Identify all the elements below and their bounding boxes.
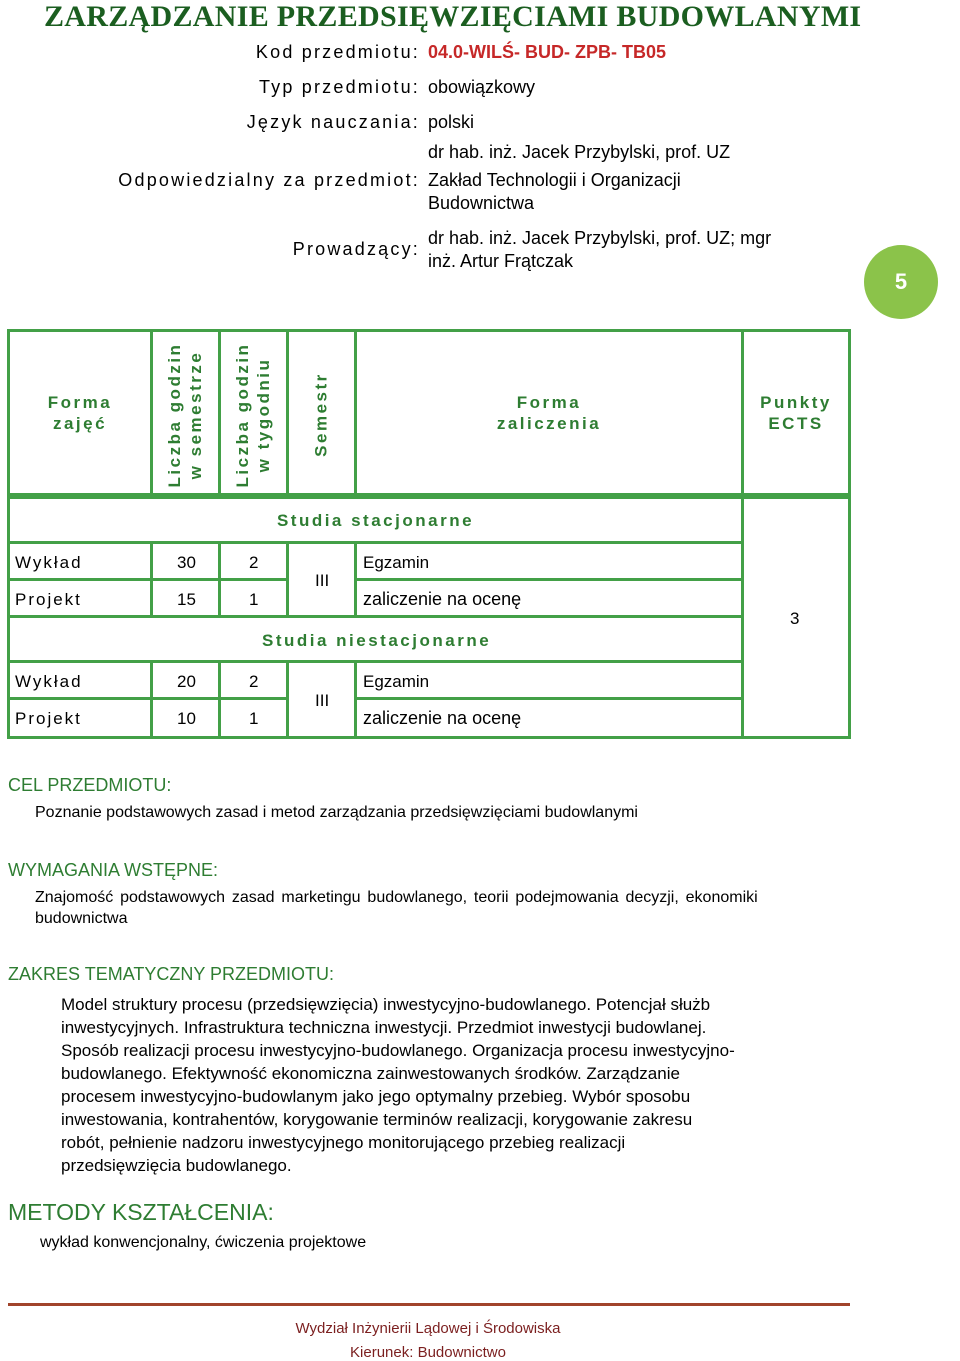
stac-row2-zal-text: zaliczenie na ocenę — [363, 589, 522, 609]
niestac-row2-forma-text: Projekt — [15, 709, 82, 728]
wymagania-text-line2: budownictwa — [35, 910, 128, 927]
niestac-row1-zal-text: Egzamin — [363, 672, 430, 691]
niestac-row1-forma-text: Wykład — [15, 672, 83, 691]
stac-row1-tyg — [218, 541, 289, 581]
responsible-value-line1: dr hab. inż. Jacek Przybylski, prof. UZ — [428, 142, 731, 162]
course-code-label: Kod przedmiotu: — [255, 42, 420, 62]
wymagania-text-line1: Znajomość podstawowych zasad marketingu budowlanego, teorii podejmowania decyzji, ekonomiki — [35, 889, 758, 906]
stac-row1-tyg-text: 2 — [249, 553, 259, 572]
header-forma-zaliczenia — [354, 329, 744, 496]
niestac-row1-tyg-text: 2 — [249, 672, 259, 691]
header-forma-zajec — [7, 329, 153, 496]
niestac-row2-sem-text: 10 — [177, 709, 196, 728]
niestac-row2-forma — [7, 697, 153, 739]
header-liczba-tydzien — [218, 329, 289, 496]
lecturer-label: Prowadzący: — [292, 239, 420, 259]
course-type-value: obowiązkowy — [428, 77, 536, 97]
zakres-line: Sposób realizacji procesu inwestycyjno-budowlanego. Organizacja procesu inwestycyjno- — [61, 1041, 735, 1060]
metody-heading: METODY KSZTAŁCENIA: — [8, 1199, 274, 1225]
niestac-row2-tyg — [218, 697, 289, 739]
stac-row2-sem-text: 15 — [177, 590, 196, 609]
header-ects — [741, 329, 851, 496]
niestac-semestr — [286, 660, 357, 739]
niestac-row2-zal-text: zaliczenie na ocenę — [363, 708, 522, 728]
zakres-line: inwestowania, kontrahentów, korygowanie terminów realizacji, korygowanie zakresu — [61, 1110, 693, 1129]
section-niestacjonarne-label: Studia niestacjonarne — [262, 631, 492, 650]
page-title: ZARZĄDZANIE PRZEDSIĘWZIĘCIAMI BUDOWLANYMI — [44, 0, 862, 33]
niestac-row2-zal — [354, 697, 744, 739]
stac-row1-forma-text: Wykład — [15, 553, 83, 572]
lecturer-value-line2: inż. Artur Frątczak — [428, 251, 574, 271]
stac-row1-zal-text: Egzamin — [363, 553, 430, 572]
cel-heading: CEL PRZEDMIOTU: — [8, 775, 172, 795]
stac-row2-forma — [7, 578, 153, 618]
stac-row2-forma-text: Projekt — [15, 590, 82, 609]
header-semestr-text: Semestr — [311, 372, 331, 457]
section-niestacjonarne — [7, 615, 744, 663]
footer-line2: Kierunek: Budownictwo — [350, 1344, 506, 1361]
header-liczba-sem-line2: w semestrze — [186, 350, 205, 480]
zakres-line: robót, pełnienie nadzoru inwestycyjnego monitorującego przebieg realizacji — [61, 1133, 626, 1152]
footer-line1: Wydział Inżynierii Lądowej i Środowiska — [295, 1320, 561, 1337]
lecturer-value-line1: dr hab. inż. Jacek Przybylski, prof. UZ; mgr — [428, 228, 772, 248]
stac-row1-sem-text: 30 — [177, 553, 196, 572]
zakres-line: inwestycyjnych. Infrastruktura techniczna inwestycji. Przedmiot inwestycji budowlanej. — [61, 1018, 707, 1037]
stac-row2-tyg-text: 1 — [249, 590, 259, 609]
stac-row1-forma — [7, 541, 153, 581]
metody-text: wykład konwencjonalny, ćwiczenia projektowe — [40, 1234, 367, 1251]
header-liczba-semestr — [150, 329, 221, 496]
header-liczba-tyg-line2: w tygodniu — [254, 357, 273, 473]
header-forma-line1: Forma — [47, 392, 113, 412]
niestac-row1-sem-text: 20 — [177, 672, 196, 691]
header-forma-zal-line2: zaliczenia — [496, 413, 602, 433]
ects-badge: 5 — [864, 245, 938, 319]
header-semestr — [286, 329, 357, 496]
stac-semestr-text: III — [315, 571, 330, 590]
niestac-row2-sem — [150, 697, 221, 739]
section-stacjonarne-label: Studia stacjonarne — [276, 510, 475, 530]
niestac-row1-sem — [150, 660, 221, 700]
header-liczba-sem-line1: Liczba godzin — [165, 342, 184, 488]
zakres-heading: ZAKRES TEMATYCZNY PRZEDMIOTU: — [8, 964, 335, 984]
stac-row1-zal — [354, 541, 744, 581]
wymagania-heading: WYMAGANIA WSTĘPNE: — [8, 860, 219, 880]
ects-value: 3 — [790, 609, 800, 628]
header-ects-line2: ECTS — [768, 413, 824, 433]
language-label: Język nauczania: — [246, 112, 420, 132]
responsible-value-line3: Budownictwa — [428, 193, 535, 213]
header-forma-line2: zajęć — [52, 413, 108, 433]
responsible-label: Odpowiedzialny za przedmiot: — [118, 170, 420, 190]
zakres-line: procesem inwestycyjno-budowlanym jako jego optymalny przebieg. Wybór sposobu — [61, 1087, 691, 1106]
zakres-line: budowlanego. Efektywność ekonomiczna zainwestowanych środków. Zarządzanie — [61, 1064, 680, 1083]
niestac-row1-tyg — [218, 660, 289, 700]
zakres-text — [61, 993, 861, 1177]
stac-row2-sem — [150, 578, 221, 618]
zakres-line: przedsięwzięcia budowlanego. — [61, 1156, 292, 1175]
niestac-semestr-text: III — [315, 691, 330, 710]
stac-row2-zal — [354, 578, 744, 618]
header-forma-zal-line1: Forma — [516, 392, 582, 412]
language-value: polski — [428, 112, 475, 132]
header-ects-line1: Punkty — [760, 392, 832, 412]
zakres-line: Model struktury procesu (przedsięwzięcia) inwestycyjno-budowlanego. Potencjał służb — [61, 995, 711, 1014]
header-liczba-tyg-line1: Liczba godzin — [233, 342, 252, 488]
responsible-value-line2: Zakład Technologii i Organizacji — [428, 170, 681, 190]
niestac-row1-zal — [354, 660, 744, 700]
stac-row1-sem — [150, 541, 221, 581]
course-code-value: 04.0-WILŚ- BUD- ZPB- TB05 — [428, 42, 667, 62]
stac-semestr — [286, 541, 357, 618]
stac-row2-tyg — [218, 578, 289, 618]
niestac-row1-forma — [7, 660, 153, 700]
ects-cell — [741, 496, 851, 739]
footer-divider — [8, 1303, 850, 1306]
section-stacjonarne — [7, 496, 744, 544]
niestac-row2-tyg-text: 1 — [249, 709, 259, 728]
course-type-label: Typ przedmiotu: — [258, 77, 420, 97]
cel-text: Poznanie podstawowych zasad i metod zarządzania przedsięwzięciami budowlanymi — [35, 804, 638, 821]
